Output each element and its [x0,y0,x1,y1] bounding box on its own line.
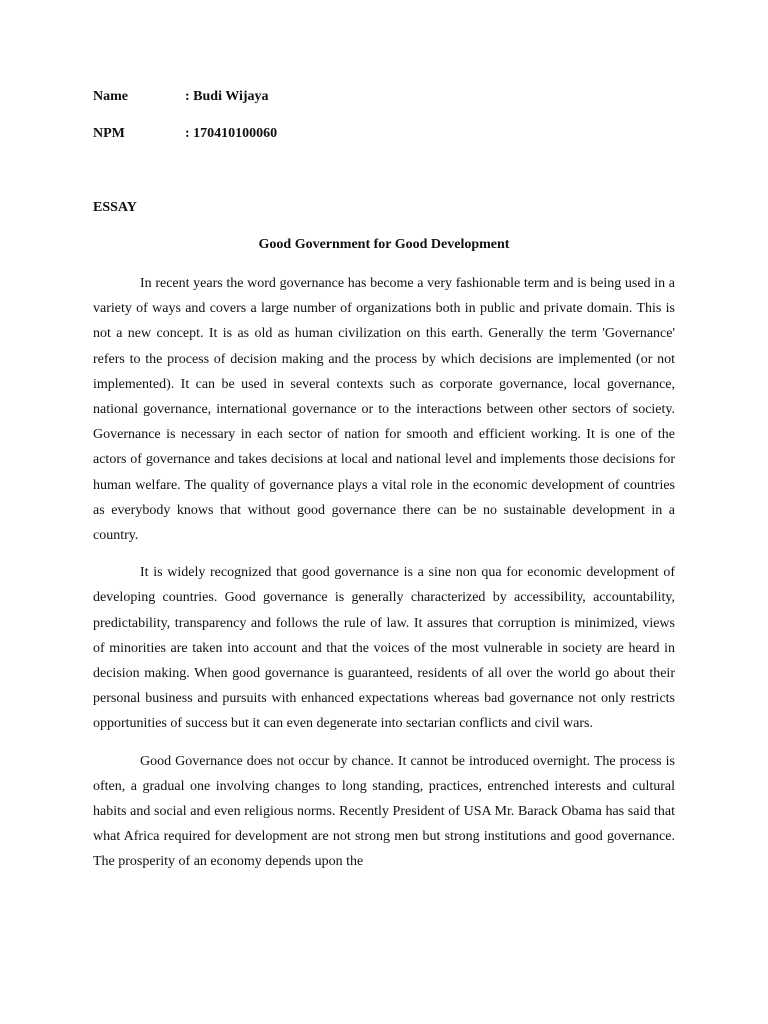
paragraph-3: Good Governance does not occur by chance. It cannot be introduced overnight. The process is often, a gradual one involving changes to long standing, practices, entrenched interests and cultural habits and social and even religious norms. Recently President of USA Mr. Barack Obama has said that what Africa required for development are not strong men but strong institutions and good governance. The prosperity of an economy depends upon the [93,753,675,870]
npm-label: NPM [93,126,125,141]
name-value: : Budi Wijaya [185,89,269,104]
paragraph-1: In recent years the word governance has become a very fashionable term and is being used in a variety of ways and covers a large number of organizations both in public and private domain. This is not a new concept. It is as old as human civilization on this earth. Generally the term 'Governance' refers to the process of decision making and the process by which decisions are implemented (or not implemented). It can be used in several contexts such as corporate governance, local governance, national governance, international governance or to the interactions between other sectors of society. Governance is necessary in each sector of nation for smooth and efficient working. It is one of the actors of governance and takes decisions at local and national level and implements those decisions for human welfare. The quality of governance plays a vital role in the economic development of countries as everybody knows that without good governance there can be no sustainable development in a country. [93,276,675,544]
essay-body [93,271,675,887]
paragraph-2: It is widely recognized that good governance is a sine non qua for economic development of developing countries. Good governance is generally characterized by accessibility, accountability, predictability, transparency and follows the rule of law. It assures that corruption is minimized, views of minorities are taken into account and that the voices of the most vulnerable in society are heard in decision making. When good governance is guaranteed, residents of all over the world go about their personal business and pursuits with enhanced expectations whereas bad governance not only restricts opportunities of success but it can even degenerate into sectarian conflicts and civil wars. [93,565,675,732]
name-label: Name [93,89,128,104]
essay-title: Good Government for Good Development [258,237,510,252]
npm-value: : 170410100060 [185,126,278,141]
essay-heading: ESSAY [93,200,137,215]
